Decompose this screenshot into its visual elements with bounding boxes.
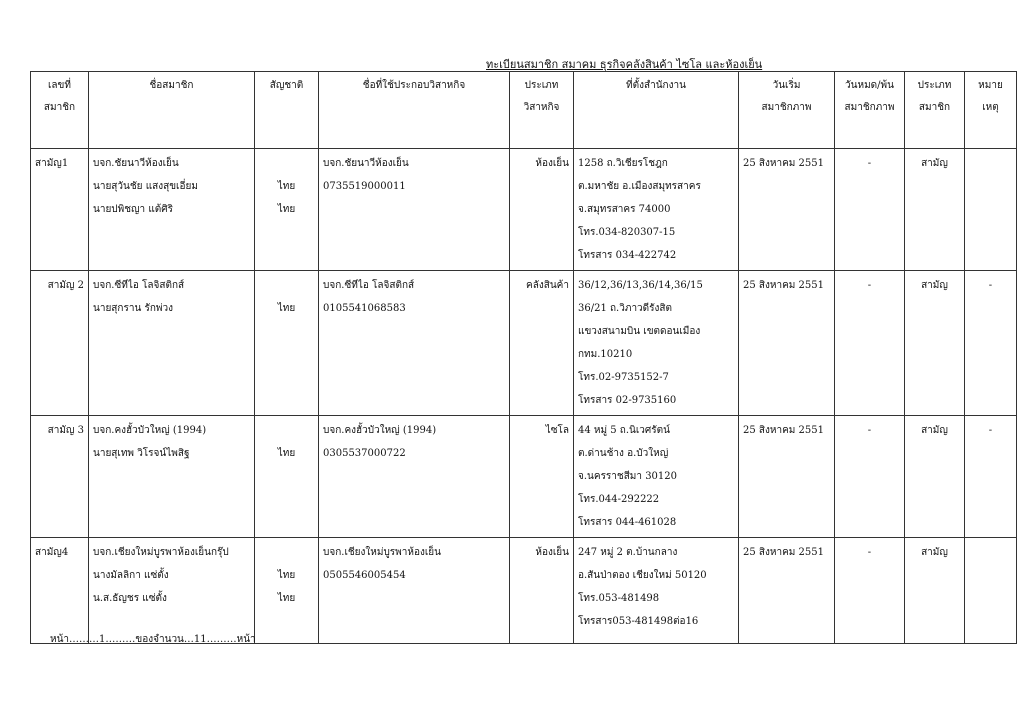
- enterprise-cell: บจก.ชัยนาวีห้องเย็น 0735519000011: [319, 149, 510, 271]
- table-row: [31, 271, 1017, 416]
- member-names-cell: บจก.เชียงใหม่บูรพาห้องเย็นกรุ๊ป นางมัลลิกา แซ่ตั้ง น.ส.ธัญชร แซ่ตั้ง: [89, 538, 255, 644]
- document-title: ทะเบียนสมาชิก สมาคม ธุรกิจคลังสินค้า ไซโล และห้องเย็น: [486, 58, 763, 71]
- nationality-cell: ไทย ไทย: [255, 538, 319, 644]
- start-date-cell: 25 สิงหาคม 2551: [739, 416, 835, 538]
- member-no-cell: สามัญ 3: [31, 416, 89, 538]
- member-no-cell: สามัญ 2: [31, 271, 89, 416]
- col-header-member-name: ชื่อสมาชิก: [89, 72, 255, 149]
- col-header-enterprise-name: ชื่อที่ใช้ประกอบวิสาหกิจ: [319, 72, 510, 149]
- col-header-member-type: ประเภท สมาชิก: [905, 72, 965, 149]
- enterprise-cell: บจก.คงฮั้วบัวใหญ่ (1994) 0305537000722: [319, 416, 510, 538]
- col-header-member-no: เลขที่ สมาชิก: [31, 72, 89, 149]
- end-date-cell: -: [835, 538, 905, 644]
- header-row: [31, 72, 1017, 149]
- remark-cell: [965, 538, 1017, 644]
- remark-cell: -: [965, 416, 1017, 538]
- enterprise-cell: บจก.ซีทีไอ โลจิสติกส์ 0105541068583: [319, 271, 510, 416]
- end-date-cell: -: [835, 271, 905, 416]
- nationality-cell: ไทย: [255, 416, 319, 538]
- col-header-nationality: สัญชาติ: [255, 72, 319, 149]
- member-names-cell: บจก.ชัยนาวีห้องเย็น นายสุวันชัย แสงสุขเอี่ยม นายปพิชญา แต้ศิริ: [89, 149, 255, 271]
- start-date-cell: 25 สิงหาคม 2551: [739, 149, 835, 271]
- member-names-cell: บจก.ซีทีไอ โลจิสติกส์ นายสุกราน รักพ่วง: [89, 271, 255, 416]
- table-row: [31, 416, 1017, 538]
- member-type-cell: สามัญ: [905, 149, 965, 271]
- address-cell: 1258 ถ.วิเชียรโชฎก ต.มหาชัย อ.เมืองสมุทรสาคร จ.สมุทรสาคร 74000 โทร.034-820307-15 โทรสาร 034-422742: [574, 149, 739, 271]
- start-date-cell: 25 สิงหาคม 2551: [739, 538, 835, 644]
- member-type-cell: สามัญ: [905, 538, 965, 644]
- member-register-table: [30, 71, 1017, 644]
- col-header-office-address: ที่ตั้งสำนักงาน: [574, 72, 739, 149]
- col-header-end-date: วันหมด/พ้น สมาชิกภาพ: [835, 72, 905, 149]
- end-date-cell: -: [835, 416, 905, 538]
- member-no-cell: สามัญ4: [31, 538, 89, 644]
- remark-cell: [965, 149, 1017, 271]
- col-header-start-date: วันเริ่ม สมาชิกภาพ: [739, 72, 835, 149]
- col-header-enterprise-type: ประเภท วิสาหกิจ: [510, 72, 574, 149]
- address-cell: 44 หมู่ 5 ถ.นิเวศรัตน์ ต.ด่านช้าง อ.บัวใหญ่ จ.นครราชสีมา 30120 โทร.044-292222 โทรสาร 044-461028: [574, 416, 739, 538]
- member-type-cell: สามัญ: [905, 271, 965, 416]
- address-cell: 36/12,36/13,36/14,36/15 36/21 ถ.วิภาวดีรังสิต แขวงสนามบิน เขตดอนเมือง กทม.10210 โทร.02-9735152-7 โทรสาร 02-9735160: [574, 271, 739, 416]
- member-names-cell: บจก.คงฮั้วบัวใหญ่ (1994) นายสุเทพ วิโรจน์ไพสิฐ: [89, 416, 255, 538]
- start-date-cell: 25 สิงหาคม 2551: [739, 271, 835, 416]
- table-row: [31, 149, 1017, 271]
- page-footer: หน้า………1………ของจำนวน…11………หน้า: [50, 634, 256, 645]
- enterprise-type-cell: คลังสินค้า: [510, 271, 574, 416]
- address-cell: 247 หมู่ 2 ต.บ้านกลาง อ.สันป่าตอง เชียงใหม่ 50120 โทร.053-481498 โทรสาร053-481498ต่อ16: [574, 538, 739, 644]
- enterprise-type-cell: ห้องเย็น: [510, 538, 574, 644]
- col-header-remark: หมาย เหตุ: [965, 72, 1017, 149]
- nationality-cell: ไทย: [255, 271, 319, 416]
- member-type-cell: สามัญ: [905, 416, 965, 538]
- enterprise-type-cell: ไซโล: [510, 416, 574, 538]
- table-row: [31, 538, 1017, 644]
- enterprise-cell: บจก.เชียงใหม่บูรพาห้องเย็น 0505546005454: [319, 538, 510, 644]
- enterprise-type-cell: ห้องเย็น: [510, 149, 574, 271]
- end-date-cell: -: [835, 149, 905, 271]
- remark-cell: -: [965, 271, 1017, 416]
- nationality-cell: ไทย ไทย: [255, 149, 319, 271]
- member-no-cell: สามัญ1: [31, 149, 89, 271]
